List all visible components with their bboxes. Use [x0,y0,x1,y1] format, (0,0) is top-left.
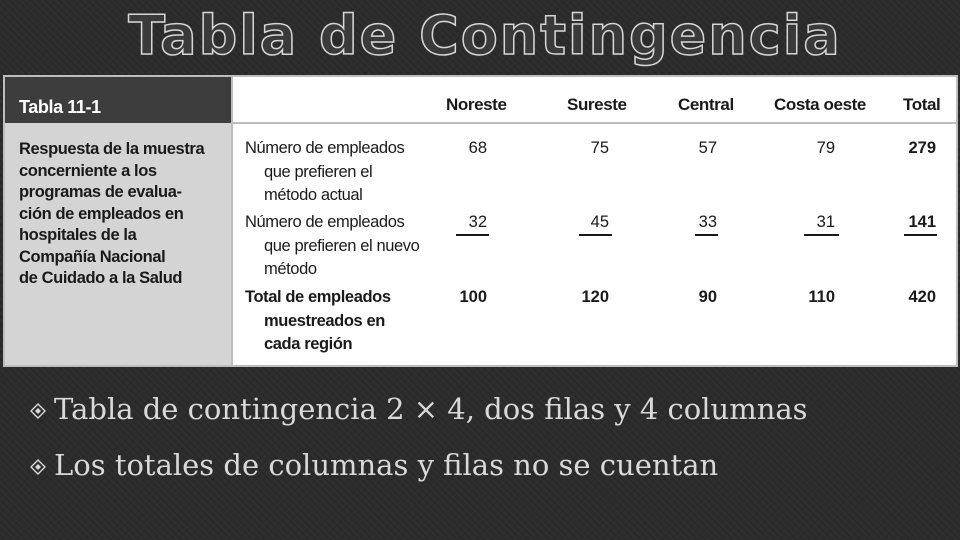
sum-underline [695,234,718,236]
caption-line: concerniente a los [19,161,157,180]
row-label-total-empleados [245,286,391,357]
cell-nuevo-total: 141 [908,213,936,231]
row-label-line: cada región [264,335,353,353]
table-divider-horizontal [233,122,958,124]
cell-total-sureste: 120 [581,288,609,306]
row-label-line: método actual [264,186,363,204]
cell-total-total: 420 [908,288,936,306]
diamond-bullet-icon [30,459,46,475]
cell-actual-noreste: 68 [468,139,487,157]
table-caption [19,139,227,290]
table-number: Tabla 11-1 [19,97,101,117]
cell-total-central: 90 [698,288,717,306]
column-header-total: Total [903,95,941,114]
caption-line: programas de evalua- [19,183,182,201]
row-label-line: que prefieren el [264,162,373,181]
caption-line: hospitales de la [19,226,137,244]
bullet-text: Tabla de contingencia 2 × 4, dos filas y 4 columnas [54,392,808,426]
row-label-metodo-nuevo [245,211,419,282]
cell-nuevo-costa-oeste: 31 [816,213,835,231]
row-label-line: Número de empleados [245,139,405,157]
row-label-line: Total de empleados [245,288,391,306]
row-label-line: que prefieren el nuevo [264,236,420,255]
cell-nuevo-sureste: 45 [590,213,609,231]
table-caption-panel [5,77,231,365]
bullet-text: Los totales de columnas y filas no se cuentan [54,448,719,482]
caption-line: de Cuidado a la Salud [19,269,183,287]
cell-actual-central: 57 [698,139,717,157]
caption-line: Respuesta de la muestra [19,140,205,158]
cell-actual-costa-oeste: 79 [816,139,835,157]
column-header-central: Central [678,95,734,114]
bullet-item [30,448,950,504]
slide-title: Tabla de Contingencia [128,4,842,67]
caption-line: Compañía Nacional [19,247,166,266]
bullet-list [30,392,950,504]
cell-actual-total: 279 [908,139,936,157]
column-header-noreste: Noreste [446,95,507,114]
table-divider-vertical [231,77,233,365]
cell-total-costa-oeste: 110 [808,288,835,306]
sum-underline [804,234,839,236]
sum-underline [456,234,489,236]
column-header-sureste: Sureste [567,95,627,114]
row-label-metodo-actual [245,137,404,208]
diamond-bullet-icon [30,403,46,419]
cell-nuevo-central: 33 [698,213,717,231]
table-number-header [5,77,231,123]
cell-nuevo-noreste: 32 [468,213,487,231]
row-label-line: Número de empleados [245,213,405,231]
column-header-costa-oeste: Costa oeste [774,95,866,114]
caption-line: ción de empleados en [19,204,184,223]
sum-underline [579,234,612,236]
sum-underline [904,234,937,236]
cell-total-noreste: 100 [459,288,487,306]
row-label-line: método [264,260,317,278]
cell-actual-sureste: 75 [590,139,609,157]
contingency-table-image [3,75,958,367]
row-label-line: muestreados en [264,311,385,330]
bullet-item [30,392,950,448]
